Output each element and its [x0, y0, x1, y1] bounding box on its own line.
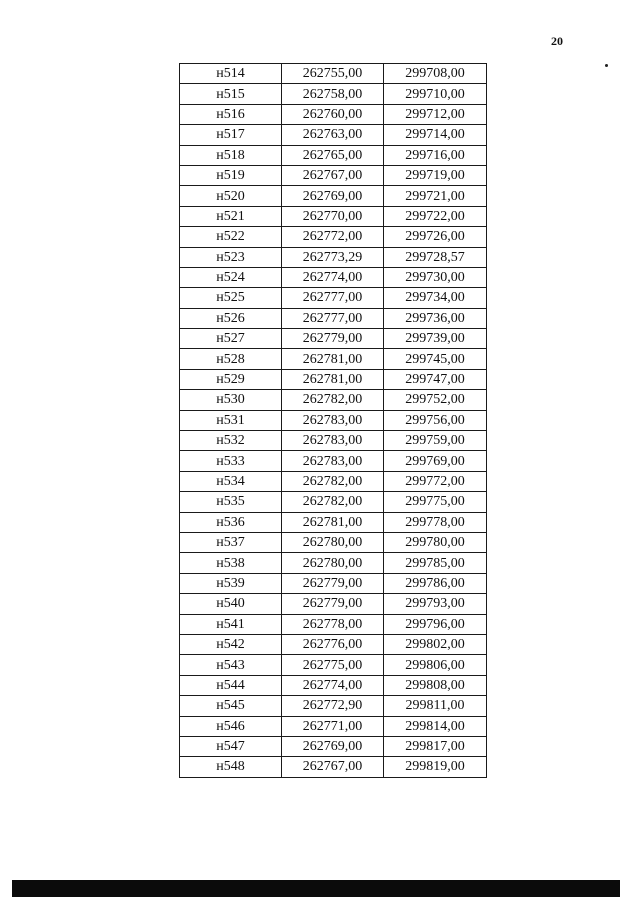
- table-row: [180, 369, 487, 389]
- point-id-cell: н540: [180, 594, 282, 614]
- table-row: [180, 512, 487, 532]
- x-coordinate-cell: 262777,00: [282, 308, 384, 328]
- x-coordinate-cell: 262777,00: [282, 288, 384, 308]
- point-id-cell: н541: [180, 614, 282, 634]
- x-coordinate-cell: 262783,00: [282, 431, 384, 451]
- y-coordinate-cell: 299817,00: [384, 736, 487, 756]
- x-coordinate-cell: 262765,00: [282, 145, 384, 165]
- x-coordinate-cell: 262763,00: [282, 125, 384, 145]
- x-coordinate-cell: 262782,00: [282, 471, 384, 491]
- y-coordinate-cell: 299819,00: [384, 757, 487, 777]
- y-coordinate-cell: 299730,00: [384, 267, 487, 287]
- table-row: [180, 165, 487, 185]
- table-row: [180, 125, 487, 145]
- point-id-cell: н536: [180, 512, 282, 532]
- x-coordinate-cell: 262771,00: [282, 716, 384, 736]
- point-id-cell: н545: [180, 696, 282, 716]
- y-coordinate-cell: 299752,00: [384, 390, 487, 410]
- x-coordinate-cell: 262783,00: [282, 410, 384, 430]
- table-row: [180, 84, 487, 104]
- y-coordinate-cell: 299786,00: [384, 573, 487, 593]
- page-number: 20: [551, 34, 563, 48]
- table-row: [180, 675, 487, 695]
- table-row: [180, 716, 487, 736]
- table-row: [180, 696, 487, 716]
- x-coordinate-cell: 262769,00: [282, 736, 384, 756]
- point-id-cell: н525: [180, 288, 282, 308]
- table-row: [180, 288, 487, 308]
- y-coordinate-cell: 299793,00: [384, 594, 487, 614]
- y-coordinate-cell: 299747,00: [384, 369, 487, 389]
- x-coordinate-cell: 262782,00: [282, 492, 384, 512]
- table-row: [180, 451, 487, 471]
- table-row: [180, 594, 487, 614]
- x-coordinate-cell: 262783,00: [282, 451, 384, 471]
- x-coordinate-cell: 262774,00: [282, 267, 384, 287]
- y-coordinate-cell: 299769,00: [384, 451, 487, 471]
- y-coordinate-cell: 299710,00: [384, 84, 487, 104]
- point-id-cell: н529: [180, 369, 282, 389]
- table-row: [180, 614, 487, 634]
- table-row: [180, 206, 487, 226]
- x-coordinate-cell: 262773,29: [282, 247, 384, 267]
- point-id-cell: н548: [180, 757, 282, 777]
- table-row: [180, 532, 487, 552]
- table-row: [180, 104, 487, 124]
- point-id-cell: н521: [180, 206, 282, 226]
- point-id-cell: н530: [180, 390, 282, 410]
- point-id-cell: н535: [180, 492, 282, 512]
- point-id-cell: н524: [180, 267, 282, 287]
- table-row: [180, 267, 487, 287]
- table-row: [180, 492, 487, 512]
- table-row: [180, 308, 487, 328]
- x-coordinate-cell: 262779,00: [282, 573, 384, 593]
- point-id-cell: н537: [180, 532, 282, 552]
- x-coordinate-cell: 262772,90: [282, 696, 384, 716]
- point-id-cell: н531: [180, 410, 282, 430]
- x-coordinate-cell: 262775,00: [282, 655, 384, 675]
- point-id-cell: н527: [180, 329, 282, 349]
- point-id-cell: н532: [180, 431, 282, 451]
- point-id-cell: н518: [180, 145, 282, 165]
- point-id-cell: н538: [180, 553, 282, 573]
- table-row: [180, 145, 487, 165]
- point-id-cell: н543: [180, 655, 282, 675]
- point-id-cell: н519: [180, 165, 282, 185]
- coordinates-table: [179, 63, 487, 778]
- table-row: [180, 186, 487, 206]
- y-coordinate-cell: 299780,00: [384, 532, 487, 552]
- table-row: [180, 390, 487, 410]
- table-row: [180, 553, 487, 573]
- point-id-cell: н522: [180, 227, 282, 247]
- point-id-cell: н547: [180, 736, 282, 756]
- y-coordinate-cell: 299785,00: [384, 553, 487, 573]
- table-row: [180, 64, 487, 84]
- y-coordinate-cell: 299745,00: [384, 349, 487, 369]
- coordinates-table-body: [180, 64, 487, 778]
- y-coordinate-cell: 299806,00: [384, 655, 487, 675]
- x-coordinate-cell: 262779,00: [282, 329, 384, 349]
- scan-edge-bar: [12, 880, 620, 897]
- table-row: [180, 431, 487, 451]
- y-coordinate-cell: 299712,00: [384, 104, 487, 124]
- x-coordinate-cell: 262767,00: [282, 757, 384, 777]
- y-coordinate-cell: 299722,00: [384, 206, 487, 226]
- x-coordinate-cell: 262776,00: [282, 634, 384, 654]
- y-coordinate-cell: 299811,00: [384, 696, 487, 716]
- table-row: [180, 736, 487, 756]
- x-coordinate-cell: 262758,00: [282, 84, 384, 104]
- y-coordinate-cell: 299808,00: [384, 675, 487, 695]
- y-coordinate-cell: 299726,00: [384, 227, 487, 247]
- x-coordinate-cell: 262779,00: [282, 594, 384, 614]
- table-row: [180, 634, 487, 654]
- x-coordinate-cell: 262769,00: [282, 186, 384, 206]
- x-coordinate-cell: 262760,00: [282, 104, 384, 124]
- point-id-cell: н546: [180, 716, 282, 736]
- table-row: [180, 329, 487, 349]
- table-row: [180, 227, 487, 247]
- table-row: [180, 573, 487, 593]
- table-row: [180, 757, 487, 777]
- y-coordinate-cell: 299728,57: [384, 247, 487, 267]
- y-coordinate-cell: 299734,00: [384, 288, 487, 308]
- table-row: [180, 410, 487, 430]
- y-coordinate-cell: 299802,00: [384, 634, 487, 654]
- y-coordinate-cell: 299778,00: [384, 512, 487, 532]
- x-coordinate-cell: 262774,00: [282, 675, 384, 695]
- y-coordinate-cell: 299796,00: [384, 614, 487, 634]
- x-coordinate-cell: 262782,00: [282, 390, 384, 410]
- point-id-cell: н544: [180, 675, 282, 695]
- table-row: [180, 247, 487, 267]
- point-id-cell: н515: [180, 84, 282, 104]
- x-coordinate-cell: 262781,00: [282, 349, 384, 369]
- x-coordinate-cell: 262780,00: [282, 532, 384, 552]
- x-coordinate-cell: 262778,00: [282, 614, 384, 634]
- y-coordinate-cell: 299759,00: [384, 431, 487, 451]
- x-coordinate-cell: 262781,00: [282, 512, 384, 532]
- point-id-cell: н516: [180, 104, 282, 124]
- y-coordinate-cell: 299721,00: [384, 186, 487, 206]
- x-coordinate-cell: 262770,00: [282, 206, 384, 226]
- x-coordinate-cell: 262781,00: [282, 369, 384, 389]
- point-id-cell: н534: [180, 471, 282, 491]
- table-row: [180, 349, 487, 369]
- x-coordinate-cell: 262767,00: [282, 165, 384, 185]
- point-id-cell: н520: [180, 186, 282, 206]
- point-id-cell: н542: [180, 634, 282, 654]
- point-id-cell: н526: [180, 308, 282, 328]
- y-coordinate-cell: 299772,00: [384, 471, 487, 491]
- point-id-cell: н514: [180, 64, 282, 84]
- point-id-cell: н539: [180, 573, 282, 593]
- y-coordinate-cell: 299739,00: [384, 329, 487, 349]
- point-id-cell: н528: [180, 349, 282, 369]
- scan-speck: [605, 64, 608, 67]
- x-coordinate-cell: 262755,00: [282, 64, 384, 84]
- x-coordinate-cell: 262780,00: [282, 553, 384, 573]
- x-coordinate-cell: 262772,00: [282, 227, 384, 247]
- table-row: [180, 471, 487, 491]
- point-id-cell: н517: [180, 125, 282, 145]
- y-coordinate-cell: 299708,00: [384, 64, 487, 84]
- y-coordinate-cell: 299756,00: [384, 410, 487, 430]
- point-id-cell: н533: [180, 451, 282, 471]
- y-coordinate-cell: 299716,00: [384, 145, 487, 165]
- point-id-cell: н523: [180, 247, 282, 267]
- y-coordinate-cell: 299719,00: [384, 165, 487, 185]
- y-coordinate-cell: 299714,00: [384, 125, 487, 145]
- y-coordinate-cell: 299814,00: [384, 716, 487, 736]
- y-coordinate-cell: 299775,00: [384, 492, 487, 512]
- table-row: [180, 655, 487, 675]
- y-coordinate-cell: 299736,00: [384, 308, 487, 328]
